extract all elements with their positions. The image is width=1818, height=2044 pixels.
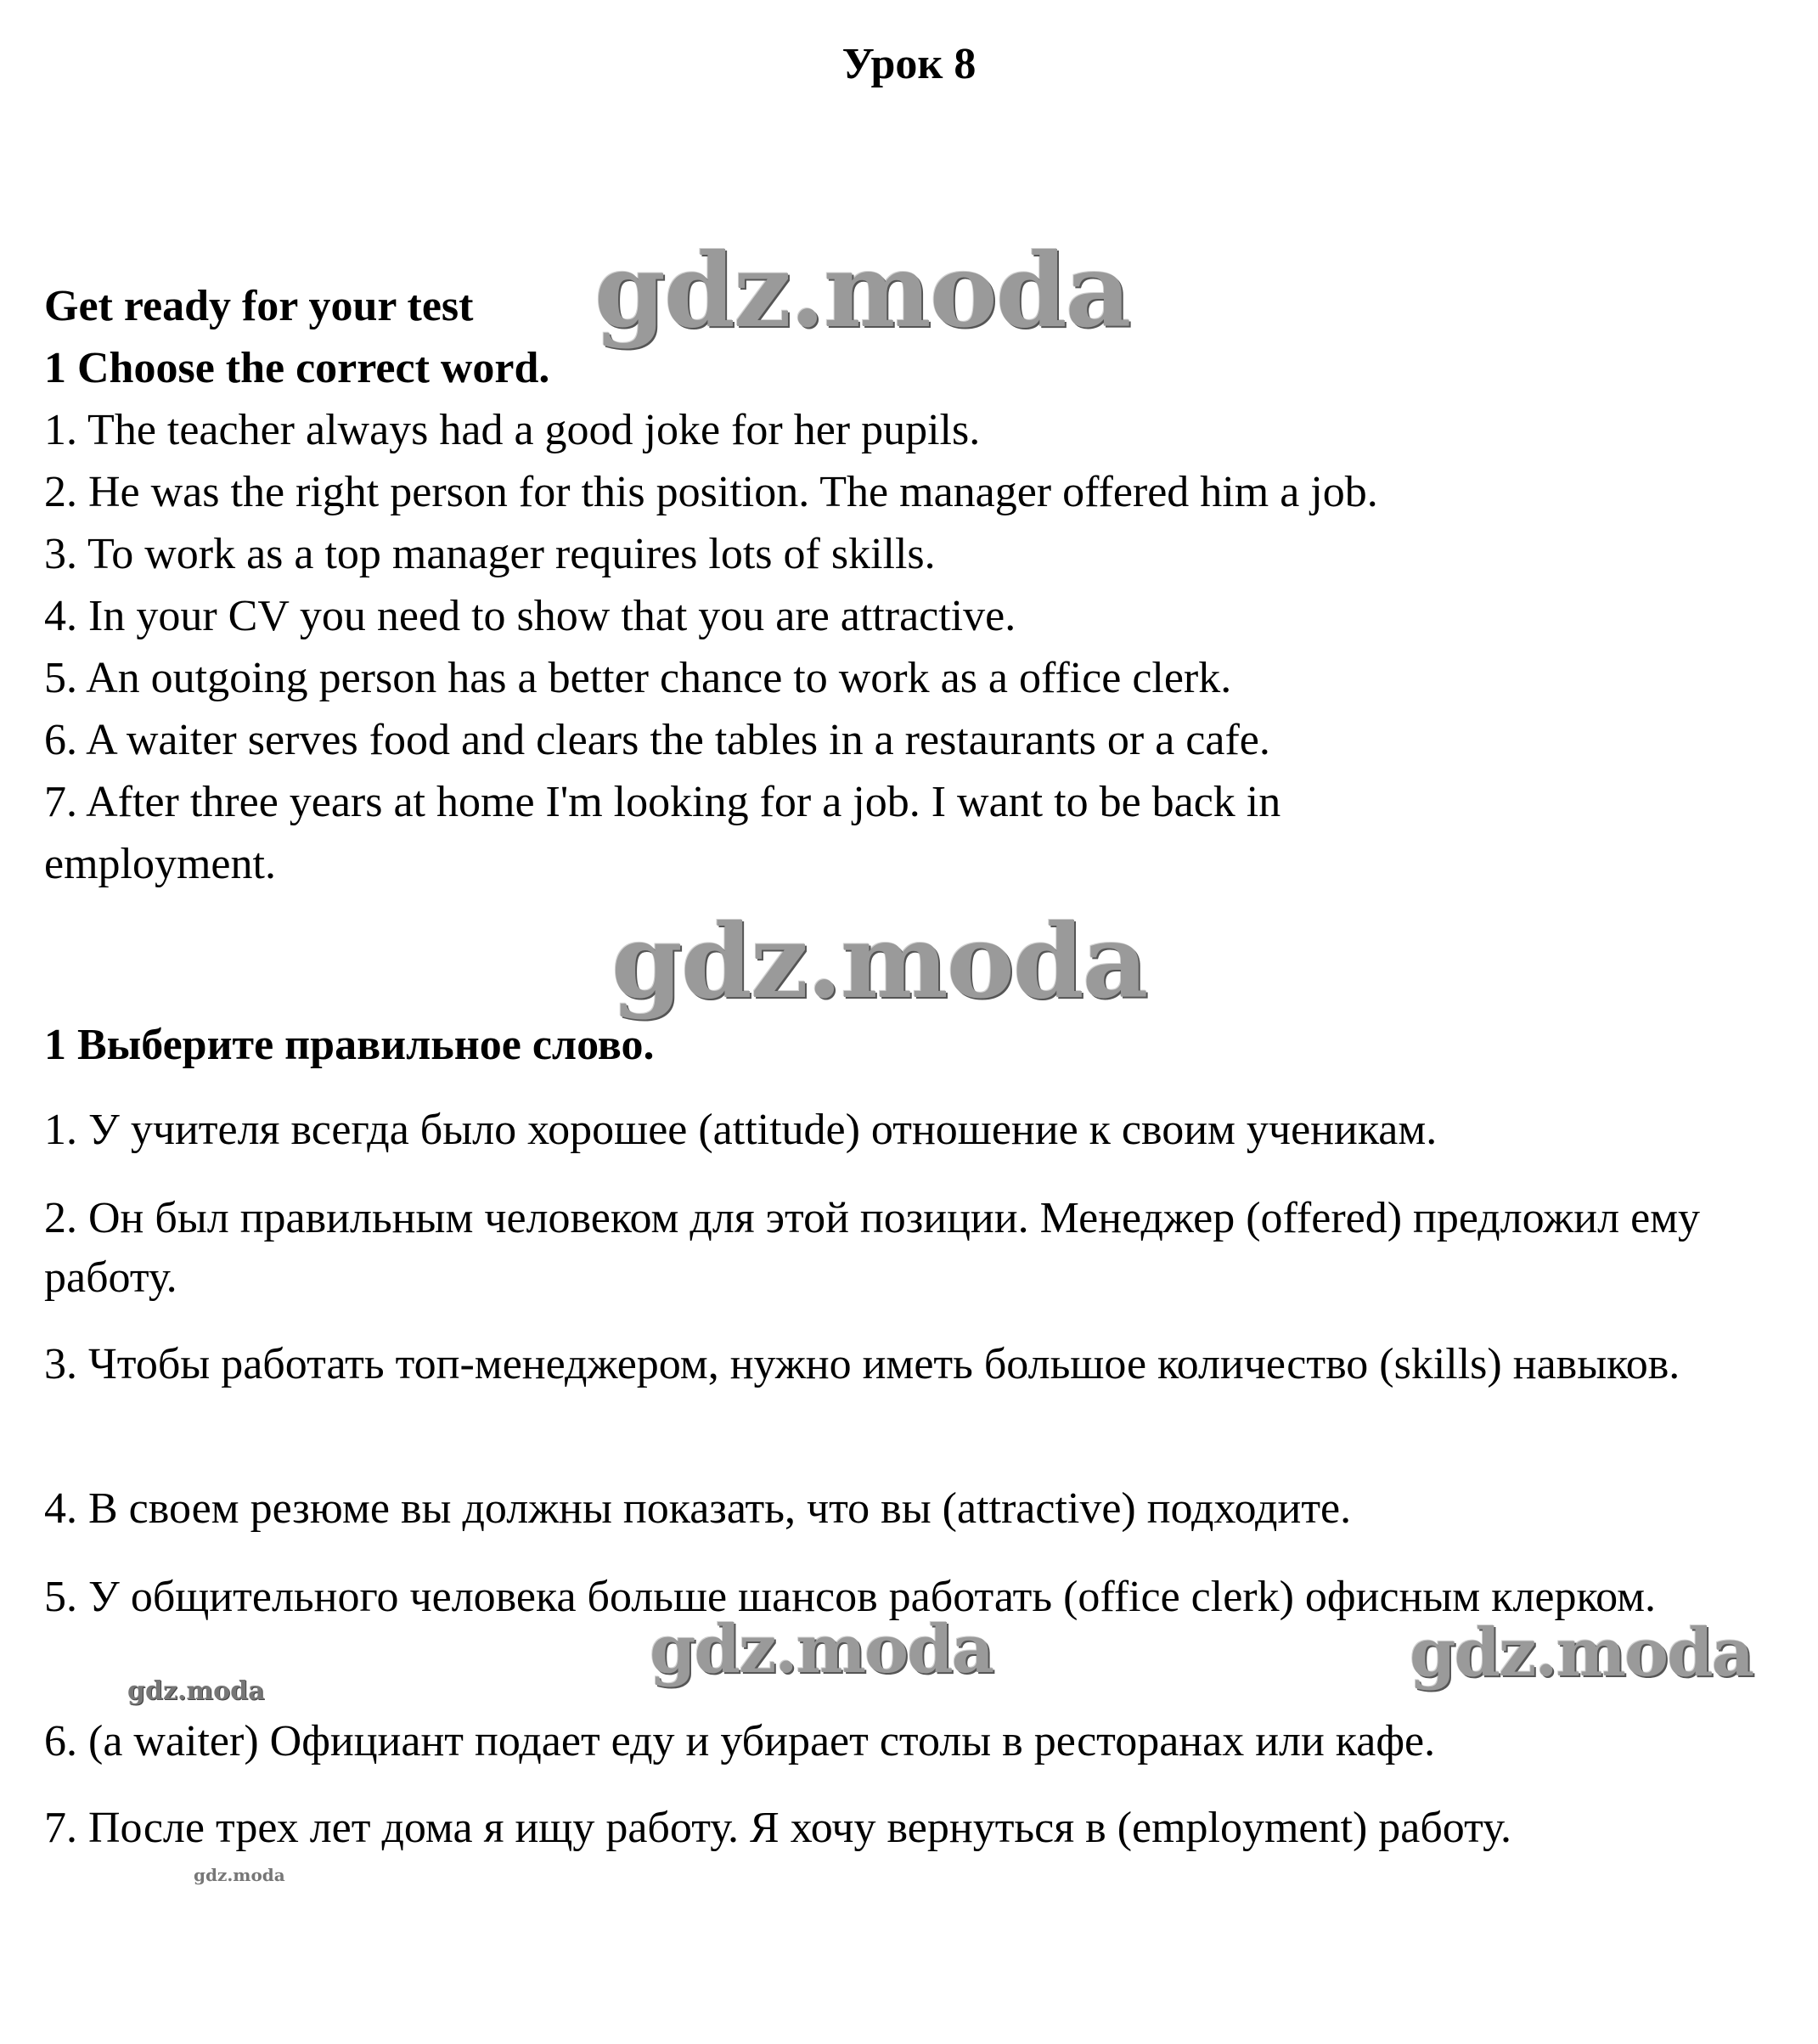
english-item: 1. The teacher always had a good joke for her pupils. — [44, 406, 981, 454]
russian-item: 4. В своем резюме вы должны показать, что вы (attractive) подходите. — [44, 1484, 1352, 1533]
english-item: 4. In your CV you need to show that you are attractive. — [44, 592, 1016, 640]
english-item: 3. To work as a top manager requires lots of skills. — [44, 530, 936, 578]
english-item: 7. After three years at home I'm looking for a job. I want to be back in — [44, 778, 1281, 826]
russian-item: 6. (a waiter) Официант подает еду и убирает столы в ресторанах или кафе. — [44, 1717, 1436, 1765]
russian-item: 7. После трех лет дома я ищу работу. Я хочу вернуться в (employment) работу. — [44, 1804, 1511, 1852]
watermark-logo: gdz.moda — [127, 1676, 265, 1706]
english-heading: Get ready for your test — [44, 282, 474, 330]
watermark-logo: gdz.moda — [594, 231, 1130, 351]
english-section — [44, 275, 1742, 895]
russian-heading: 1 Выберите правильное слово. — [44, 1021, 655, 1069]
english-item: 6. A waiter serves food and clears the tables in a restaurants or a cafe. — [44, 716, 1270, 764]
watermark-logo: gdz.moda — [611, 902, 1147, 1022]
english-item: 5. An outgoing person has a better chance to work as a office clerk. — [44, 654, 1232, 702]
english-task: 1 Choose the correct word. — [44, 344, 550, 392]
russian-item: 2. Он был правильным человеком для этой позиции. Менеджер (offered) предложил ему работу. — [44, 1194, 1701, 1302]
russian-item: 1. У учителя всегда было хорошее (attitude) отношение к своим ученикам. — [44, 1106, 1438, 1154]
russian-item: 5. У общительного человека больше шансов работать (office clerk) офисным клерком. — [44, 1573, 1657, 1621]
page-title: Урок 8 — [841, 40, 977, 88]
english-item: employment. — [44, 840, 276, 888]
watermark-logo: gdz.moda — [1410, 1614, 1753, 1692]
watermark-logo: gdz.moda — [650, 1611, 993, 1688]
watermark-logo: gdz.moda — [194, 1865, 285, 1885]
english-item: 2. He was the right person for this position. The manager offered him a job. — [44, 468, 1378, 516]
russian-item: 3. Чтобы работать топ-менеджером, нужно иметь большое количество (skills) навыков. — [44, 1340, 1680, 1388]
